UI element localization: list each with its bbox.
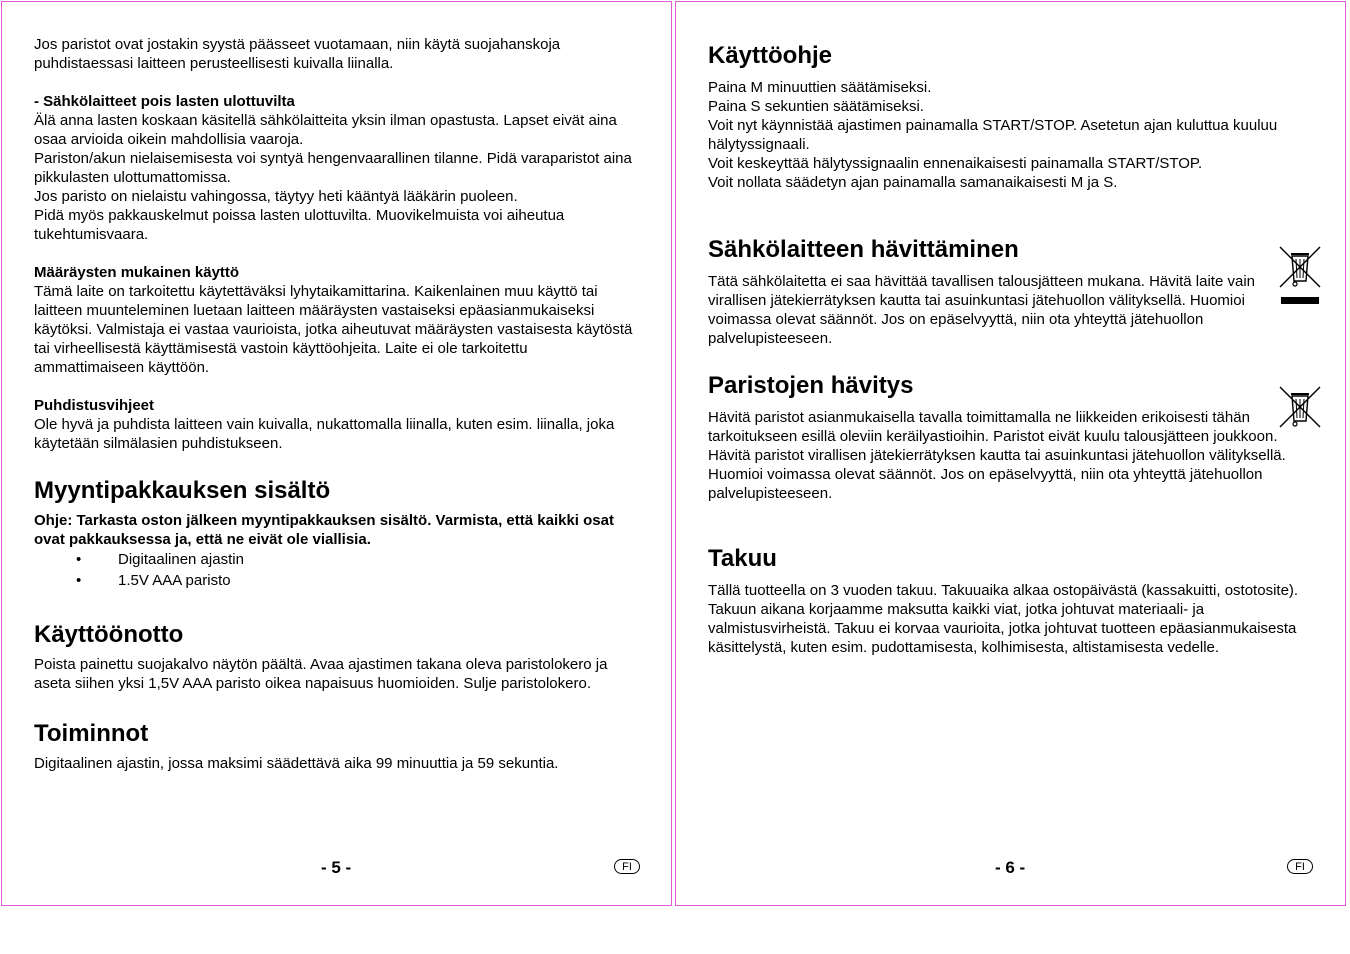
page-number: - 6 - — [995, 858, 1026, 877]
battery-leak-text: Jos paristot ovat jostakin syystä päässeet vuotamaan, niin käytä suojahanskoja puhdistaessasi laitteen perusteellisesti kuivalla liinalla. — [34, 36, 561, 72]
page-5-content — [34, 35, 640, 773]
children-safety-text-4: Pidä myös pakkauskelmut poissa lasten ulottuvilta. Muovikelmuista voi aiheutua tukehtumisvaara. — [34, 207, 565, 243]
disposal-text: Tätä sähkölaitetta ei saa hävittää tavallisen talousjätteen mukana. Hävitä laite vain virallisen jätekierrätyksen kautta tai asuinkuntasi jätehuollon välityksellä. Huomioi voimassa olevat säännöt. Jos on epäselvyyttä, niin ota yhteyttä jätehuollon palvelupisteeseen. — [708, 273, 1255, 347]
battery-disposal-text: Hävitä paristot asianmukaisella tavalla toimittamalla ne liikkeiden erikoisesti tähän tarkoitukseen esillä oleviin keräilyastioihin. Paristot eivät kuulu talousjätteen joukkoon. Hävitä paristot virallisen jätekierrätyksen kautta tai asuinkuntasi jätehuollon välityksellä. Huomioi voimassa olevat säännöt. Jos on epäselvyyttä, niin ota yhteyttä jätehuollon palvelupisteeseen. — [708, 409, 1286, 502]
contents-list — [34, 549, 640, 591]
children-safety-text-2: Pariston/akun nielaisemisesta voi syntyä hengenvaarallinen tilanne. Pidä varaparistot aina pikkulasten ulottumattomissa. — [34, 150, 632, 186]
contents-note: Ohje: Tarkasta oston jälkeen myyntipakkauksen sisältö. Varmista, että kaikki osat ovat pakkauksessa ja, että ne eivät ole viallisia. — [34, 512, 614, 548]
children-safety-heading: - Sähkölaitteet pois lasten ulottuvilta — [34, 93, 295, 110]
usage-line: Voit keskeyttää hälytyssignaalin ennenaikaisesti painamalla START/STOP. — [708, 155, 1203, 172]
crossed-out-wheelie-bin-icon — [1277, 245, 1323, 307]
page-number: - 5 - — [321, 858, 352, 877]
usage-line: Paina M minuuttien säätämiseksi. — [708, 79, 932, 96]
cleaning-heading: Puhdistusvihjeet — [34, 397, 155, 414]
page-5 — [1, 1, 672, 906]
disposal-title: Sähkölaitteen hävittäminen — [708, 236, 1019, 263]
page-6-content — [708, 42, 1308, 657]
intended-use-heading: Määräysten mukainen käyttö — [34, 264, 240, 281]
usage-title: Käyttöohje — [708, 42, 833, 69]
usage-line: Paina S sekuntien säätämiseksi. — [708, 98, 924, 115]
list-item: • Digitaalinen ajastin — [34, 549, 640, 570]
language-badge: FI — [1287, 859, 1313, 874]
children-safety-text-1: Älä anna lasten koskaan käsitellä sähkölaitteita yksin ilman opastusta. Lapset eivät aina osaa arvioida oikein mahdollisia vaaroja. — [34, 112, 617, 148]
warranty-text: Tällä tuotteella on 3 vuoden takuu. Takuuaika alkaa ostopäivästä (kassakuitti, ostotosite). Takuun aikana korjaamme maksutta kaikki viat, jotka johtuvat materiaali- ja valmistusvirheistä. Takuu ei korvaa vaurioita, jotka johtuvat tuotteen epäasianmukaisesta käsittelystä, kuten esim. pudottamisesta, kolhimisesta, altistamisesta vedelle. — [708, 582, 1299, 656]
intended-use-text: Tämä laite on tarkoitettu käytettäväksi lyhytaikamittarina. Kaikenlainen muu käyttö tai laitteen muunteleminen luetaan laitteen määräysten vastaiseksi epäasianmukaiseksi käytöksi. Valmistaja ei vastaa vaurioista, jotka aiheutuvat määräysten vastaisesta käytöstä tai virheellisestä käyttämisestä vastoin käyttöohjeita. Laite ei ole tarkoitettu ammattimaiseen käyttöön. — [34, 283, 633, 376]
language-badge: FI — [614, 859, 640, 874]
children-safety-text-3: Jos paristo on nielaistu vahingossa, täytyy heti kääntyä lääkärin puoleen. — [34, 188, 518, 205]
cleaning-text: Ole hyvä ja puhdista laitteen vain kuivalla, nukattomalla liinalla, kuten esim. liinalla, joka käytetään silmälasien puhdistukseen. — [34, 416, 615, 452]
functions-text: Digitaalinen ajastin, jossa maksimi säädettävä aika 99 minuuttia ja 59 sekuntia. — [34, 755, 559, 772]
usage-line: Voit nollata säädetyn ajan painamalla samanaikaisesti M ja S. — [708, 174, 1118, 191]
contents-title: Myyntipakkauksen sisältö — [34, 477, 331, 504]
list-item: • 1.5V AAA paristo — [34, 570, 640, 591]
setup-title: Käyttöönotto — [34, 621, 184, 648]
setup-text: Poista painettu suojakalvo näytön päältä. Avaa ajastimen takana oleva paristolokero ja aseta siihen yksi 1,5V AAA paristo oikea napaisuus huomioiden. Sulje paristolokero. — [34, 656, 608, 692]
crossed-out-wheelie-bin-icon — [1277, 385, 1323, 431]
page-6 — [675, 1, 1346, 906]
warranty-title: Takuu — [708, 545, 777, 572]
battery-disposal-title: Paristojen hävitys — [708, 372, 914, 399]
usage-line: Voit nyt käynnistää ajastimen painamalla START/STOP. Asetetun ajan kuluttua kuuluu hälytyssignaali. — [708, 117, 1278, 153]
functions-title: Toiminnot — [34, 720, 149, 747]
